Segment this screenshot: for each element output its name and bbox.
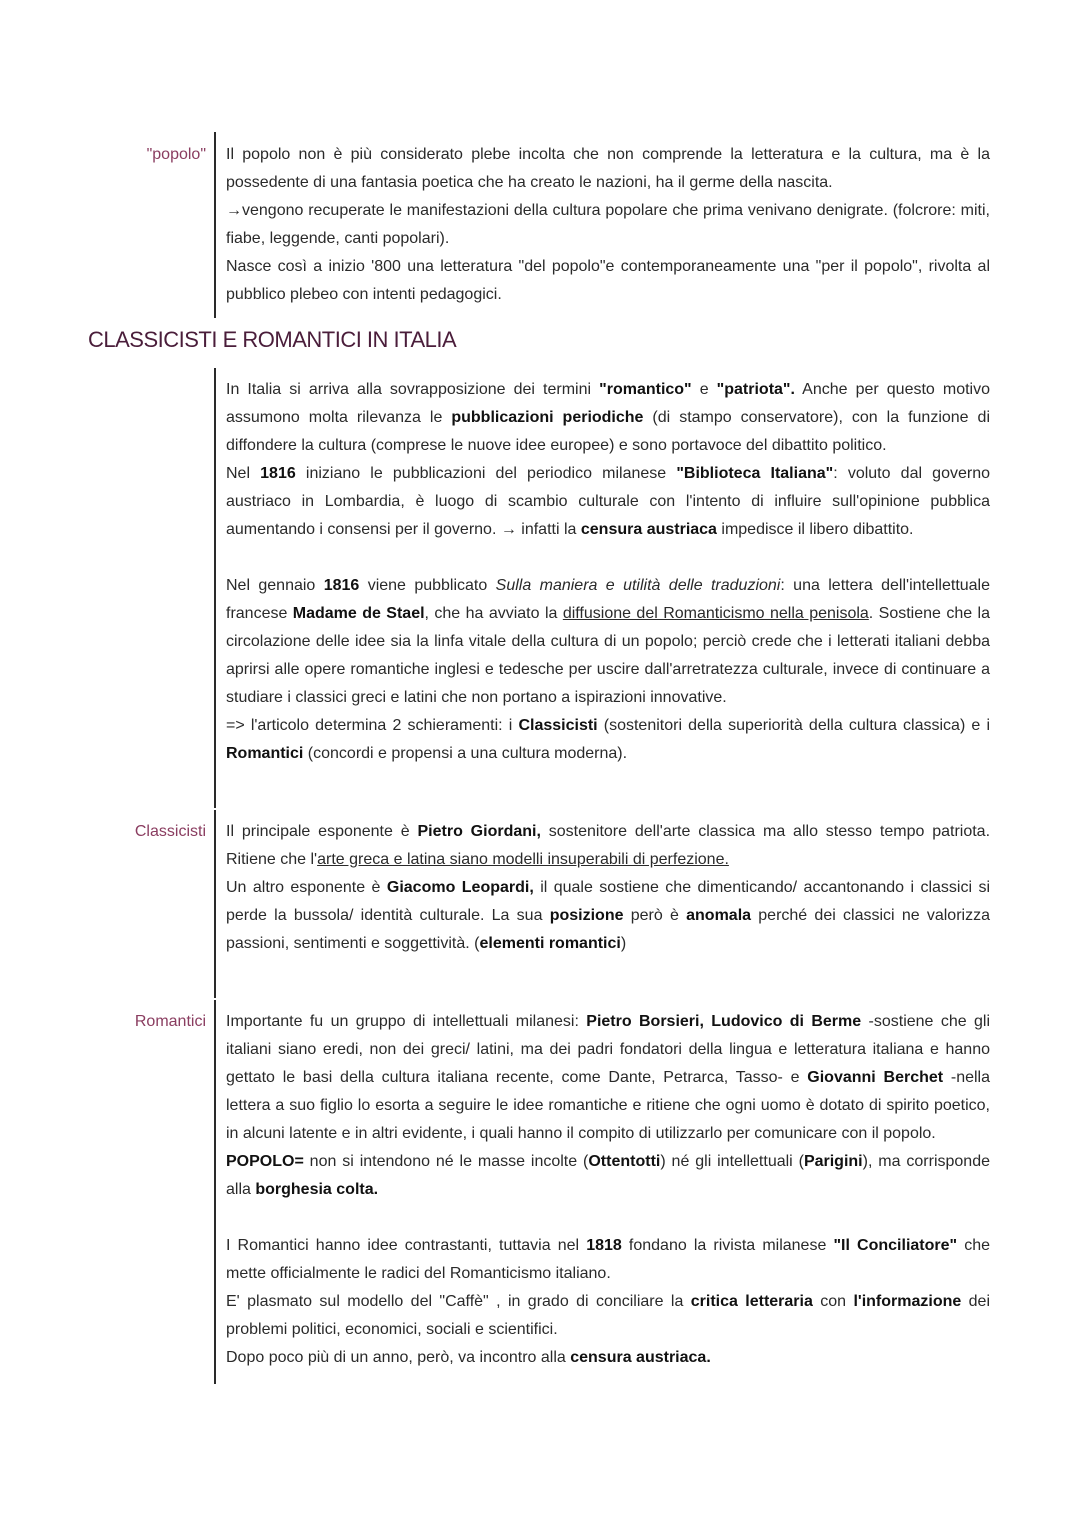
classicisti-text xyxy=(226,818,990,958)
popolo-paragraph-1: Il popolo non è più considerato plebe incolta che non comprende la letteratura e la cultura, ma è la possedente di una fantasia poetica che ha creato le nazioni, ha il germe della nascita. xyxy=(226,146,990,191)
intro-text xyxy=(226,376,990,768)
romantici-paragraph-4: E' plasmato sul modello del "Caffè" , in grado di conciliare la critica letteraria con l'informazione dei problemi politici, economici, sociali e scientifici. xyxy=(226,1293,991,1338)
romantici-label: Romantici xyxy=(134,1013,206,1030)
classicisti-paragraph-1: Il principale esponente è Pietro Giordani, sostenitore dell'arte classica ma allo stesso tempo patriota. Ritiene che l'arte greca e latina siano modelli insuperabili di perfezione. xyxy=(226,823,991,868)
romantici-paragraph-1: Importante fu un gruppo di intellettuali milanesi: Pietro Borsieri, Ludovico di Berme -sostiene che gli italiani siano eredi, non dei greci/ latini, ma dei padri fondatori della lingua e letteratura italiana e hanno gettato le basi della cultura italiana recente, come Dante, Petrarca, Tasso- e Giovanni Berchet -nella lettera a suo figlio lo esorta a seguire le idee romantiche e ritiene che ogni uomo è dotato di spirito poetico, in alcuni latente e in altri evidente, i quali hanno il compito di utilizzarlo per comunicare con il popolo. xyxy=(226,1013,991,1142)
romantici-rule xyxy=(214,1000,216,1384)
intro-paragraph-3: Nel gennaio 1816 viene pubblicato Sulla maniera e utilità delle traduzioni: una lettera dell'intellettuale francese Madame de Stael, che ha avviato la diffusione del Romanticismo nella penisola. Sostiene che la circolazione delle idee sia la linfa vitale della cultura di un popolo; perciò crede che i letterati italiani debba aprirsi alle opere romantiche inglesi e tedesche per uscire dall'arretratezza culturale, invece di continuare a studiare i classici greci e latini che non portano a ispirazioni innovative. xyxy=(226,577,991,706)
romantici-paragraph-5: Dopo poco più di un anno, però, va incontro alla censura austriaca. xyxy=(226,1349,711,1366)
romantici-text xyxy=(226,1008,990,1372)
section-heading: CLASSICISTI E ROMANTICI IN ITALIA xyxy=(88,327,457,352)
classicisti-paragraph-2: Un altro esponente è Giacomo Leopardi, il quale sostiene che dimenticando/ accantonando i classici si perde la bussola/ identità culturale. La sua posizione però è anomala perché dei classici ne valorizza passioni, sentimenti e soggettività. (elementi romantici) xyxy=(226,879,990,952)
intro-paragraph-1: In Italia si arriva alla sovrapposizione dei termini "romantico" e "patriota". Anche per questo motivo assumono molta rilevanza le pubblicazioni periodiche (di stampo conservatore), con la funzione di diffondere la cultura (comprese le nuove idee europee) e sono portavoce del dibattito politico. xyxy=(226,381,991,454)
intro-paragraph-4: => l'articolo determina 2 schieramenti: i Classicisti (sostenitori della superiorità della cultura classica) e i Romantici (concordi e propensi a una cultura moderna). xyxy=(226,717,991,762)
romantici-paragraph-3: I Romantici hanno idee contrastanti, tuttavia nel 1818 fondano la rivista milanese "Il Conciliatore" che mette officialmente le radici del Romanticismo italiano. xyxy=(226,1237,991,1282)
popolo-text xyxy=(226,141,990,309)
popolo-paragraph-3: Nasce così a inizio '800 una letteratura "del popolo"e contemporaneamente una "per il popolo", rivolta al pubblico plebeo con intenti pedagogici. xyxy=(226,258,990,303)
romantici-paragraph-2: POPOLO= non si intendono né le masse incolte (Ottentotti) né gli intellettuali (Parigini), ma corrisponde alla borghesia colta. xyxy=(226,1153,990,1198)
popolo-paragraph-2: →vengono recuperate le manifestazioni della cultura popolare che prima venivano denigrate. (folcrore: miti, fiabe, leggende, canti popolari). xyxy=(226,202,990,247)
popolo-label: "popolo" xyxy=(146,146,206,163)
intro-rule xyxy=(214,368,216,808)
classicisti-rule xyxy=(214,810,216,998)
classicisti-label: Classicisti xyxy=(134,823,206,840)
intro-paragraph-2: Nel 1816 iniziano le pubblicazioni del periodico milanese "Biblioteca Italiana": voluto dal governo austriaco in Lombardia, è luogo di scambio culturale con l'intento di influire sull'opinione pubblica aumentando i consensi per il governo. → infatti la censura austriaca impedisce il libero dibattito. xyxy=(226,465,990,538)
popolo-rule xyxy=(214,132,216,318)
